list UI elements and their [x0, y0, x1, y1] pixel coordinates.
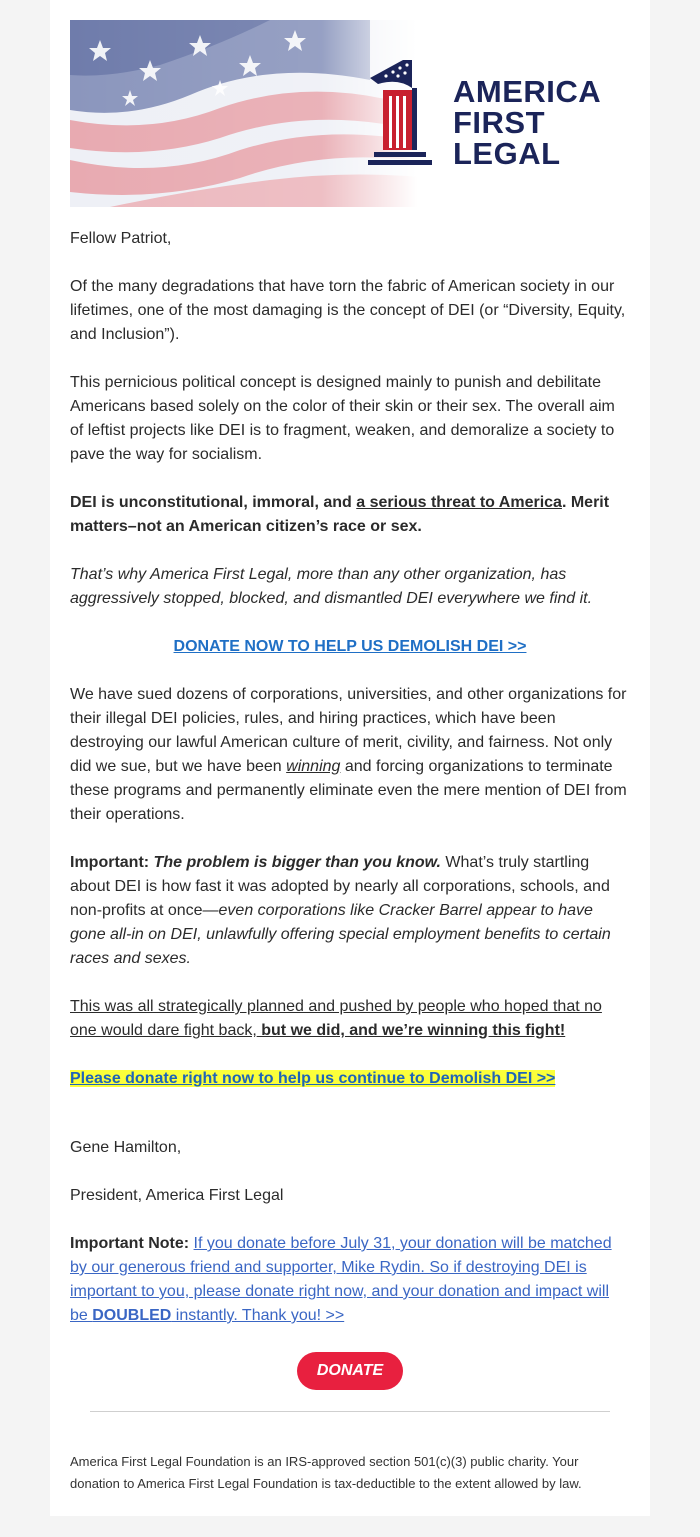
thesis-text-b: . Merit matters–not an American citizen’s race or sex. [70, 494, 610, 535]
america-first-legal-logo-mark [358, 60, 438, 170]
paragraph-important [70, 851, 630, 971]
threat-link[interactable]: a serious threat to America [356, 494, 562, 511]
cracker-barrel-text: even corporations like Cracker Barrel appear to have gone all-in on DEI, unlawfully offering special employment benefits to certain races and sexes. [70, 902, 611, 967]
logo-line-legal: LEGAL [453, 136, 561, 171]
paragraph-concept: This pernicious political concept is designed mainly to punish and debilitate Americans based solely on the color of their skin or their sex. The overall aim of leftist projects like DEI is to fragment, weaken, and demoralize a society to pave the way for socialism. [70, 374, 615, 463]
divider [90, 1411, 610, 1412]
header-banner [70, 20, 630, 207]
tax-disclaimer: America First Legal Foundation is an IRS-approved section 501(c)(3) public charity. Your donation to America First Legal Foundation is tax-deductible to the extent allowed by law. [70, 1454, 582, 1491]
logo-line-first: FIRST [453, 105, 546, 140]
paragraph-thesis [70, 491, 630, 539]
important-note [70, 1232, 630, 1328]
donate-demolish-dei-link[interactable]: DONATE NOW TO HELP US DEMOLISH DEI >> [173, 638, 527, 655]
note-text-b: instantly. Thank you! >> [171, 1307, 345, 1324]
donate-continue-link[interactable]: Please donate right now to help us continue to Demolish DEI >> [70, 1070, 556, 1087]
donate-link-paragraph [70, 635, 630, 659]
lawsuits-text-a: We have sued dozens of corporations, universities, and other organizations for their illegal DEI policies, rules, and hiring practices, which have been destroying our lawful American culture of merit, civility, and fairness. Not only did we sue, but we have been [70, 686, 627, 775]
doubled-text: DOUBLED [92, 1307, 172, 1324]
important-label: Important: [70, 854, 154, 871]
thesis-text-a: DEI is unconstitutional, immoral, and [70, 494, 357, 511]
greeting: Fellow Patriot, [70, 230, 172, 247]
important-text-a: What’s truly startling about DEI is how fast it was adopted by nearly all corporations, schools, and non-profits at once— [70, 854, 610, 919]
logo-line-america: AMERICA [453, 74, 602, 109]
note-text-a: If you donate before July 31, your donation will be matched by our generous friend and supporter, Mike Rydin. So if destroying DEI is important to you, please donate right now, and your donation and impact will be [70, 1235, 612, 1324]
problem-bigger-text: The problem is bigger than you know. [153, 854, 441, 871]
paragraph-lawsuits [70, 683, 630, 827]
lawsuits-text-b: and forcing organizations to terminate these programs and permanently eliminate even the mere mention of DEI from their operations. [70, 758, 627, 823]
winning-emphasis: winning [286, 758, 341, 775]
signature-name: Gene Hamilton, [70, 1139, 182, 1156]
winning-fight-text: but we did, and we’re winning this fight! [256, 1022, 566, 1039]
paragraph-fight-back [70, 995, 630, 1043]
donate-button[interactable]: DONATE [297, 1352, 403, 1390]
fight-back-text-a: This was all strategically planned and pushed by people who hoped that no one would dare fight back, [70, 998, 602, 1039]
important-note-label: Important Note: [70, 1235, 194, 1252]
paragraph-intro: Of the many degradations that have torn the fabric of American society in our lifetimes, one of the most damaging is the concept of DEI (or “Diversity, Equity, and Inclusion”). [70, 278, 626, 343]
email-card [50, 0, 650, 1516]
paragraph-afl-mission: That’s why America First Legal, more than any other organization, has aggressively stopped, blocked, and dismantled DEI everywhere we find it. [70, 566, 593, 607]
logo-wordmark [453, 76, 601, 169]
highlighted-donate-paragraph [70, 1067, 630, 1091]
signature-title: President, America First Legal [70, 1187, 284, 1204]
